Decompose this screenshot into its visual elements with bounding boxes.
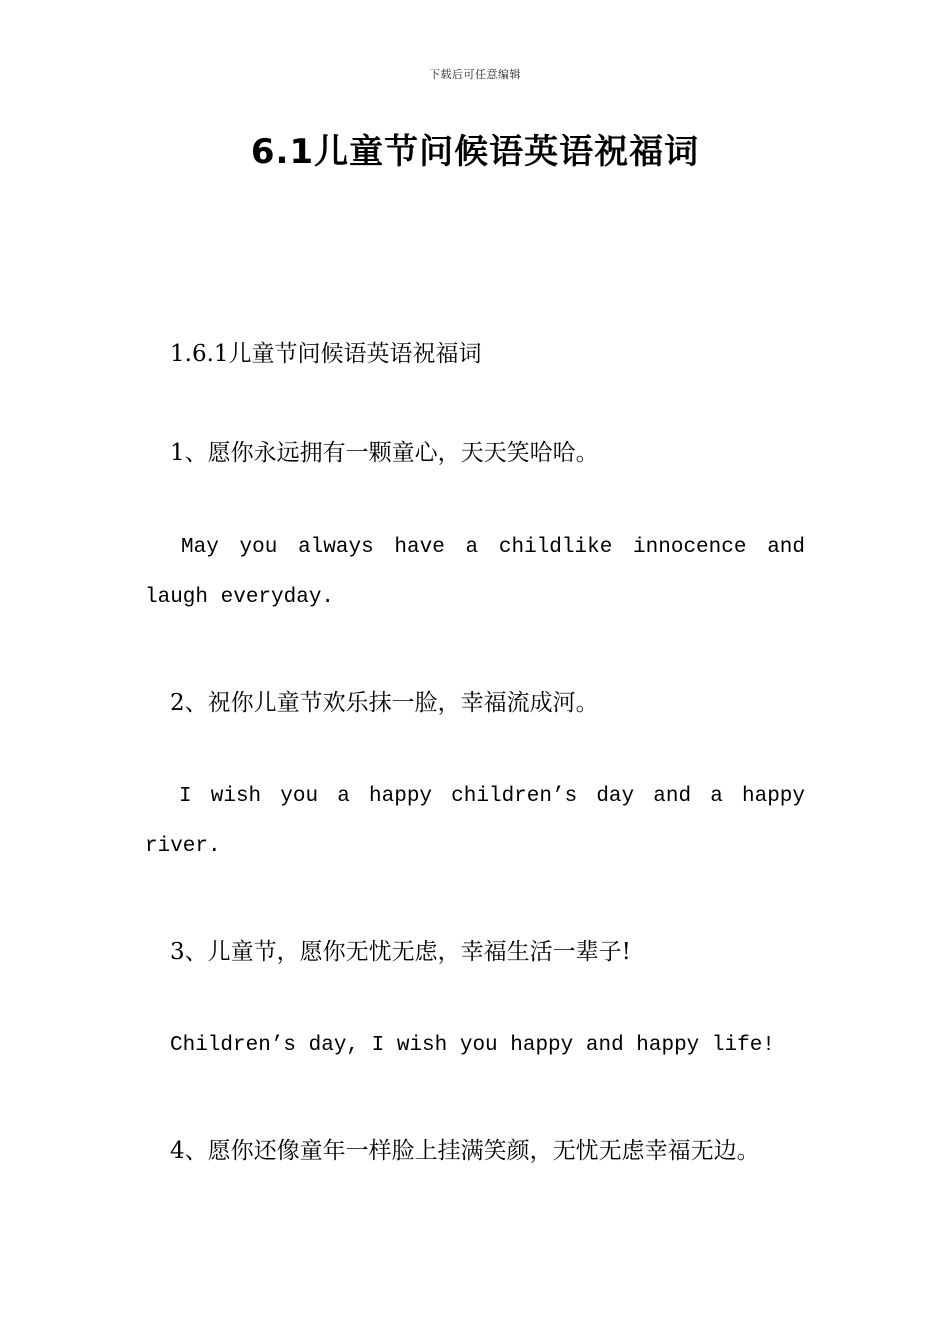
document-title: 6.1儿童节问候语英语祝福词: [250, 132, 700, 172]
section-subtitle: 1.6.1儿童节问候语英语祝福词: [170, 341, 482, 367]
item-1-chinese: 1、愿你永远拥有一颗童心，天天笑哈哈。: [170, 440, 599, 466]
item-2-chinese: 2、祝你儿童节欢乐抹一脸，幸福流成河。: [170, 690, 599, 716]
item-2-english-line-1: I wish you a happy children’s day and a happy: [179, 785, 805, 808]
item-1-english-line-1: May you always have a childlike innocence and: [181, 536, 805, 559]
item-3-english-line-1: Children’s day, I wish you happy and happy life!: [170, 1034, 775, 1057]
item-3-chinese: 3、儿童节，愿你无忧无虑，幸福生活一辈子!: [170, 939, 631, 965]
item-1-english-line-2: laugh everyday.: [145, 586, 335, 609]
header-note: 下载后可任意编辑: [429, 68, 521, 81]
item-4-chinese: 4、愿你还像童年一样脸上挂满笑颜，无忧无虑幸福无边。: [170, 1138, 760, 1164]
item-2-english-line-2: river.: [145, 835, 221, 858]
